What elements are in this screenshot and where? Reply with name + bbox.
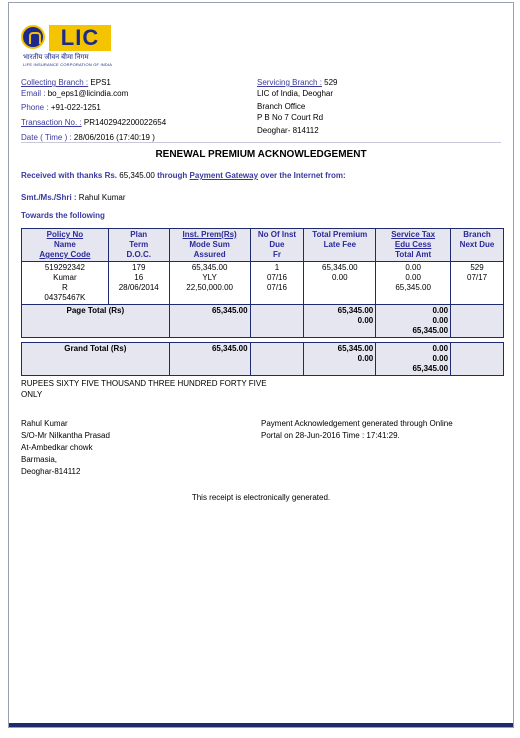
grand-total-label: Grand Total (Rs) xyxy=(22,343,170,376)
page-total-premium: 65,345.00 xyxy=(337,306,374,315)
servicing-line4: Deoghar- 814112 xyxy=(257,126,319,135)
collecting-branch-block xyxy=(21,77,166,143)
address-line3: At-Ambedkar chowk xyxy=(21,443,93,452)
payment-ack-line2: Portal on 28-Jun-2016 Time : 17:41:29. xyxy=(261,431,400,440)
due: 07/16 xyxy=(266,273,287,282)
grand-total-tax-cell xyxy=(376,343,451,376)
received-prefix: Received with thanks Rs. xyxy=(21,171,118,180)
servicing-branch-value: 529 xyxy=(324,78,338,87)
sum-assured: 22,50,000.00 xyxy=(186,283,233,292)
page-total-late-fee: 0.00 xyxy=(357,316,374,325)
branch: 529 xyxy=(470,263,484,272)
col-inst-prem-header: Inst. Prem(Rs) Mode Sum Assured xyxy=(169,229,250,262)
received-amount: 65,345.00 xyxy=(119,171,155,180)
cell-service-tax xyxy=(376,262,451,305)
date-value: 28/06/2016 (17:40:19 ) xyxy=(73,133,155,142)
grand-total-amt: 65,345.00 xyxy=(412,364,449,373)
address-line2: S/O-Mr Nilkantha Prasad xyxy=(21,431,110,440)
col-service-tax-header: Service Tax Edu Cess Total Amt xyxy=(376,229,451,262)
grand-total-edu-cess: 0.00 xyxy=(432,354,449,363)
servicing-branch-block xyxy=(257,77,338,136)
address-line4: Barmasia, xyxy=(21,455,58,464)
grand-total-premium: 65,345.00 xyxy=(337,344,374,353)
grand-total-row xyxy=(22,343,504,376)
lic-corp-name: LIFE INSURANCE CORPORATION OF INDIA xyxy=(23,62,113,67)
page-title: RENEWAL PREMIUM ACKNOWLEDGEMENT xyxy=(155,149,367,160)
email-label: Email : xyxy=(21,89,46,98)
cell-plan xyxy=(108,262,169,305)
amount-words-line1: RUPEES SIXTY FIVE THOUSAND THREE HUNDRED FORTY FIVE xyxy=(21,379,267,388)
amount-words-line2: ONLY xyxy=(21,390,43,399)
servicing-line1: LIC of India, Deoghar xyxy=(257,89,334,98)
lic-hindi-name: भारतीय जीवन बीमा निगम xyxy=(23,54,89,61)
page-total-inst-prem: 65,345.00 xyxy=(169,305,250,338)
collecting-branch-value: EPS1 xyxy=(90,78,111,87)
bottom-bar xyxy=(9,723,513,727)
policy-name: Kumar xyxy=(53,273,77,282)
grand-total-empty xyxy=(250,343,304,376)
policy-no: 519292342 xyxy=(44,263,85,272)
servicing-line2: Branch Office xyxy=(257,102,306,111)
received-line xyxy=(21,171,346,180)
collecting-branch-label: Collecting Branch : xyxy=(21,78,89,87)
receipt-page xyxy=(8,2,514,728)
date-label: Date ( Time ) : xyxy=(21,133,72,142)
page-total-empty xyxy=(250,305,304,338)
page-total-premium-cell xyxy=(304,305,376,338)
email-value: bo_eps1@licindia.com xyxy=(47,89,129,98)
table-header-row xyxy=(22,229,504,262)
towards-label: Towards the following xyxy=(21,211,105,220)
payer-address xyxy=(21,418,110,478)
payment-gateway-label: Payment Gateway xyxy=(189,171,259,180)
transaction-label: Transaction No. : xyxy=(21,118,82,127)
transaction-value: PR1402942200022654 xyxy=(83,118,167,127)
lic-brand: LIC xyxy=(49,25,111,51)
col-no-inst-header: No Of Inst Due Fr xyxy=(250,229,304,262)
inst-prem: 65,345.00 xyxy=(191,263,228,272)
doc: 28/06/2014 xyxy=(118,283,159,292)
divider xyxy=(21,142,501,143)
payer-label: Smt./Ms./Shri : xyxy=(21,193,77,202)
table-row xyxy=(22,262,504,305)
no-inst: 1 xyxy=(274,263,280,272)
page-total-row xyxy=(22,305,504,338)
service-tax: 0.00 xyxy=(405,263,421,272)
payment-ack-line1: Payment Acknowledgement generated through Online xyxy=(261,419,453,428)
page-total-label: Page Total (Rs) xyxy=(22,305,170,338)
col-branch-header: Branch Next Due xyxy=(451,229,504,262)
grand-total-inst-prem: 65,345.00 xyxy=(169,343,250,376)
premium-table xyxy=(21,228,504,376)
servicing-branch-label: Servicing Branch : xyxy=(257,78,322,87)
phone-value: +91-022-1251 xyxy=(50,103,101,112)
cell-inst-prem xyxy=(169,262,250,305)
lic-logo xyxy=(21,25,113,69)
payer-line xyxy=(21,193,125,202)
cell-no-inst xyxy=(250,262,304,305)
grand-total-premium-cell xyxy=(304,343,376,376)
page-total-service-tax: 0.00 xyxy=(432,306,449,315)
received-through: through xyxy=(157,171,188,180)
payer-name: Rahul Kumar xyxy=(78,193,126,202)
lic-emblem-icon xyxy=(21,25,45,49)
col-total-premium-header: Total Premium Late Fee xyxy=(304,229,376,262)
col-policy-header: Policy No Name Agency Code xyxy=(22,229,109,262)
edu-cess: 0.00 xyxy=(405,273,421,282)
amount-in-words xyxy=(21,378,267,400)
plan: 179 xyxy=(132,263,146,272)
page-total-tax-cell xyxy=(376,305,451,338)
page-total-edu-cess: 0.00 xyxy=(432,316,449,325)
received-suffix: over the Internet from: xyxy=(260,171,346,180)
payment-ack-note xyxy=(261,418,501,442)
late-fee: 0.00 xyxy=(332,273,348,282)
grand-total-service-tax: 0.00 xyxy=(432,344,449,353)
cell-branch xyxy=(451,262,504,305)
cell-total-premium xyxy=(304,262,376,305)
total-amt: 65,345.00 xyxy=(395,283,431,292)
servicing-line3: P B No 7 Court Rd xyxy=(257,113,324,122)
grand-total-late-fee: 0.00 xyxy=(357,354,374,363)
next-due: 07/17 xyxy=(467,273,488,282)
electronic-receipt-note: This receipt is electronically generated. xyxy=(191,493,331,502)
grand-total-branch-empty xyxy=(451,343,504,376)
address-line1: Rahul Kumar xyxy=(21,419,68,428)
col-plan-header: Plan Term D.O.C. xyxy=(108,229,169,262)
cell-policy xyxy=(22,262,109,305)
fr: 07/16 xyxy=(266,283,287,292)
total-premium: 65,345.00 xyxy=(322,263,358,272)
address-line5: Deoghar-814112 xyxy=(21,467,81,476)
policy-name-initial: R xyxy=(62,283,68,292)
page-total-amt: 65,345.00 xyxy=(412,326,449,335)
phone-label: Phone : xyxy=(21,103,49,112)
term: 16 xyxy=(134,273,144,282)
agency-code: 04375467K xyxy=(44,293,86,302)
page-total-branch-empty xyxy=(451,305,504,338)
mode: YLY xyxy=(202,273,217,282)
